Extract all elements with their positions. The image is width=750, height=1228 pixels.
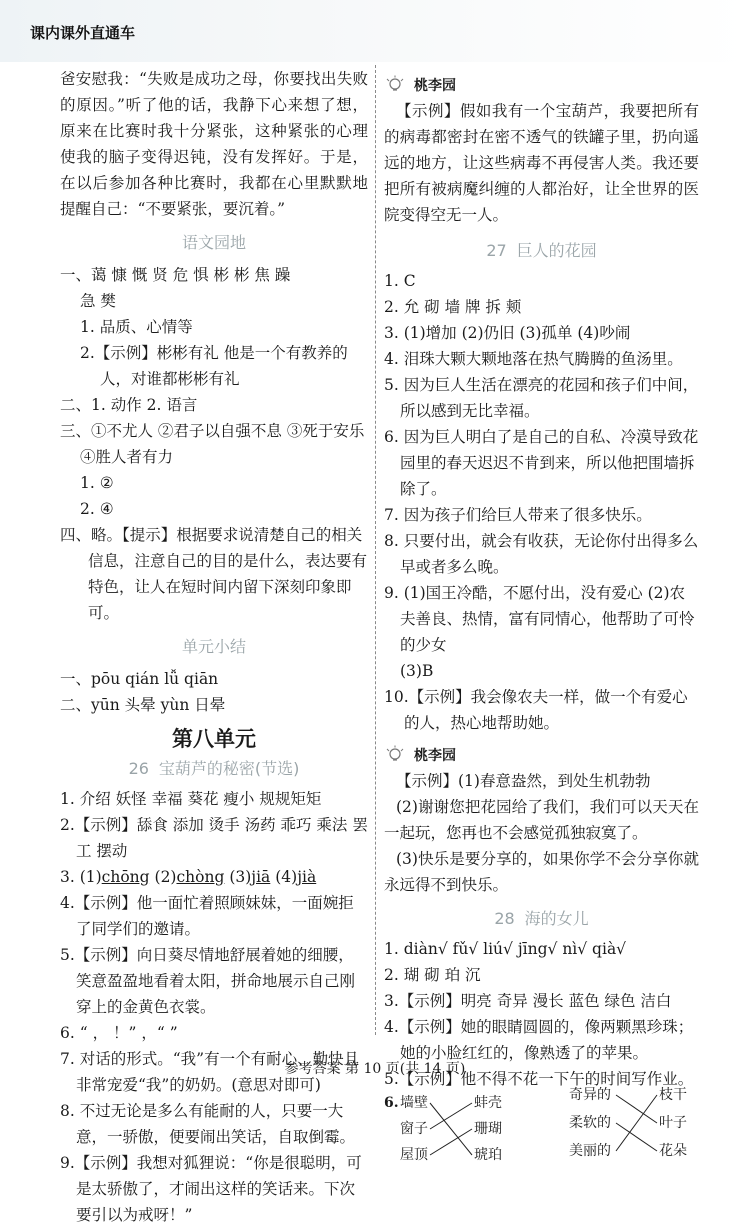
- l26-a2: 2.【示例】舔食 添加 烫手 汤药 乖巧 乘法 罢工 摆动: [60, 816, 368, 860]
- l27-a1: 1. C: [384, 272, 416, 290]
- lesson-number: 26: [128, 759, 149, 778]
- l26-a5: 5.【示例】向日葵尽情地舒展着她的细腰，笑意盈盈地看着太阳，拼命地展示自己刚穿上的金黄色衣裳。: [60, 946, 356, 1016]
- taoli-2-t3: (3)快乐是要分享的，如果你学不会分享你就永远得不到快乐。: [384, 850, 699, 894]
- taoli-header-1: [384, 72, 699, 98]
- taoli-label: 桃李园: [414, 748, 456, 764]
- pinyin-3: jiā: [251, 868, 271, 886]
- q6-number: 6.: [384, 1095, 399, 1111]
- book-title: 课内课外直通车: [30, 24, 136, 42]
- lesson-name: 海的女儿: [524, 909, 589, 928]
- danyuan-line1: 一、pōu qián lǚ qiān: [60, 670, 219, 688]
- column-divider: [375, 65, 376, 1035]
- l28-a4: 4.【示例】她的眼睛圆圆的，像两颗黑珍珠；她的小脸红红的，像熟透了的苹果。: [384, 1018, 694, 1062]
- lesson-28-title: [384, 906, 699, 932]
- yuwen-q1-1: 1. 品质、心情等: [80, 318, 193, 336]
- lesson-name: 宝葫芦的秘密(节选): [158, 759, 300, 778]
- l26-a6: 6. “ ， ！” ，“ ”: [60, 1024, 178, 1042]
- l27-a8: 8. 只要付出，就会有收获，无论你付出得多么早或者多么晚。: [384, 532, 699, 576]
- yuwen-q1-2: 2.【示例】彬彬有礼 他是一个有教养的人，对谁都彬彬有礼: [80, 344, 348, 388]
- match-noun-2: 叶子: [659, 1115, 687, 1131]
- l26-a3: 3. (1)chōng (2)chòng (3)jiā (4)jià: [60, 868, 317, 886]
- match-mid-1: 蚌壳: [474, 1095, 502, 1111]
- yuwen-q3-1: 1. ②: [80, 474, 114, 492]
- page-footer: 参考答案 第 10 页(共 14 页): [284, 1061, 466, 1077]
- l26-a4: 4.【示例】他一面忙着照顾妹妹，一面婉拒了同学们的邀请。: [60, 894, 354, 938]
- yuwen-q2: 二、1. 动作 2. 语言: [60, 396, 198, 414]
- lesson-26-title: [60, 756, 368, 782]
- intro-paragraph: 爸安慰我：“失败是成功之母，你要找出失败的原因。”听了他的话，我静下心来想了想，原来在比赛时我十分紧张，这种紧张的心理使我的脑子变得迟钝，没有发挥好。于是，在以后参加各种比赛时，我都在心里默默地提醒自己：“不要紧张，要沉着。”: [60, 70, 368, 218]
- pinyin-1: chōng: [101, 868, 150, 886]
- yuwen-q3-2: 2. ④: [80, 500, 114, 518]
- match-noun-3: 花朵: [659, 1143, 687, 1159]
- page-header: [0, 0, 750, 62]
- lesson-number: 27: [486, 241, 507, 260]
- l27-a6: 6. 因为巨人明白了是自己的自私、冷漠导致花园里的春天迟迟不肯到来，所以他把围墙拆除了。: [384, 428, 699, 498]
- l26-a8: 8. 不过无论是多么有能耐的人，只要一大意，一骄傲，便要闹出笑话，自取倒霉。: [60, 1102, 356, 1146]
- l28-a3: 3.【示例】明亮 奇异 漫长 蓝色 绿色 洁白: [384, 992, 672, 1010]
- bulb-icon: [384, 745, 406, 765]
- match-adj-3: 美丽的: [569, 1143, 611, 1159]
- match-left-3: 屋顶: [400, 1147, 428, 1163]
- l27-a7: 7. 因为孩子们给巨人带来了很多快乐。: [384, 506, 652, 524]
- l27-a4: 4. 泪珠大颗大颗地落在热气腾腾的鱼汤里。: [384, 350, 683, 368]
- matching-exercise: [384, 1087, 699, 1172]
- yuwen-q3-line2: ④胜人者有力: [80, 448, 174, 466]
- lesson-number: 28: [494, 909, 515, 928]
- match-mid-2: 珊瑚: [474, 1121, 502, 1137]
- match-adj-1: 奇异的: [569, 1087, 611, 1103]
- l26-a9: 9.【示例】我想对狐狸说：“你是很聪明，可是太骄傲了，才闹出这样的笑话来。下次要引以为戒呀！”: [60, 1154, 362, 1224]
- pinyin-2: chòng: [176, 868, 225, 886]
- l27-a9: 9. (1)国王冷酷，不愿付出，没有爱心 (2)农夫善良、热情，富有同情心，他帮助了可怜的少女: [384, 584, 695, 654]
- match-mid-3: 琥珀: [474, 1147, 502, 1163]
- l28-a1: 1. diàn√ fǔ√ liú√ jīng√ nì√ qià√: [384, 940, 627, 958]
- right-column: [384, 66, 699, 1172]
- taoli-header-2: [384, 742, 699, 768]
- l27-a5: 5. 因为巨人生活在漂亮的花园和孩子们中间，所以感到无比幸福。: [384, 376, 699, 420]
- yuwen-q1-line2: 急 樊: [80, 292, 116, 310]
- taoli-2-t1: 【示例】(1)春意盎然，到处生机勃勃: [396, 772, 651, 790]
- match-left-2: 窗子: [400, 1121, 428, 1137]
- l28-a5: 5.【示例】他不得不花一下午的时间写作业。: [384, 1070, 694, 1088]
- section-title-yuwen: 语文园地: [181, 233, 246, 252]
- taoli-2-t2: (2)谢谢您把花园给了我们，我们可以天天在一起玩，您再也不会感觉孤独寂寞了。: [384, 798, 699, 842]
- matching-lines: [384, 1092, 699, 1172]
- l27-a2: 2. 允 砌 墙 牌 拆 颊: [384, 298, 522, 316]
- danyuan-line2: 二、yūn 头晕 yùn 日晕: [60, 696, 226, 714]
- yuwen-q1-line1: 一、蔼 慷 慨 贤 危 惧 彬 彬 焦 躁: [60, 266, 291, 284]
- l26-a1: 1. 介绍 妖怪 幸福 葵花 瘦小 规规矩矩: [60, 790, 322, 808]
- l27-a9-3: (3)B: [400, 662, 434, 680]
- match-noun-1: 枝干: [659, 1087, 687, 1103]
- yuwen-q3-line1: 三、①不尤人 ②君子以自强不息 ③死于安乐: [60, 422, 365, 440]
- taoli-label: 桃李园: [414, 78, 456, 94]
- section-title-danyuan: 单元小结: [181, 637, 246, 656]
- unit-title: 第八单元: [172, 727, 256, 751]
- l27-a3: 3. (1)增加 (2)仍旧 (3)孤单 (4)吵闹: [384, 324, 631, 342]
- lesson-name: 巨人的花园: [516, 241, 597, 260]
- l27-a10: 10.【示例】我会像农夫一样，做一个有爱心的人，热心地帮助她。: [384, 688, 688, 732]
- match-left-1: 墙壁: [400, 1095, 428, 1111]
- l28-a2: 2. 瑚 砌 珀 沉: [384, 966, 481, 984]
- pinyin-4: jià: [297, 868, 317, 886]
- lesson-27-title: [384, 238, 699, 264]
- match-adj-2: 柔软的: [569, 1115, 611, 1131]
- left-column: [60, 66, 368, 1228]
- bulb-icon: [384, 75, 406, 95]
- taoli-1-text: 【示例】假如我有一个宝葫芦，我要把所有的病毒都密封在密不透气的铁罐子里，扔向遥远的地方，让这些病毒不再侵害人类。我还要把所有被病魔纠缠的人都治好，让全世界的医院变得空无一人。: [384, 102, 699, 224]
- yuwen-q4: 四、略。【提示】根据要求说清楚自己的相关信息，注意自己的目的是什么，表达要有特色，让人在短时间内留下深刻印象即可。: [60, 526, 368, 622]
- l26-a7: 7. 对话的形式。“我”有一个有耐心、勤快且非常宠爱“我”的奶奶。(意思对即可): [60, 1050, 360, 1094]
